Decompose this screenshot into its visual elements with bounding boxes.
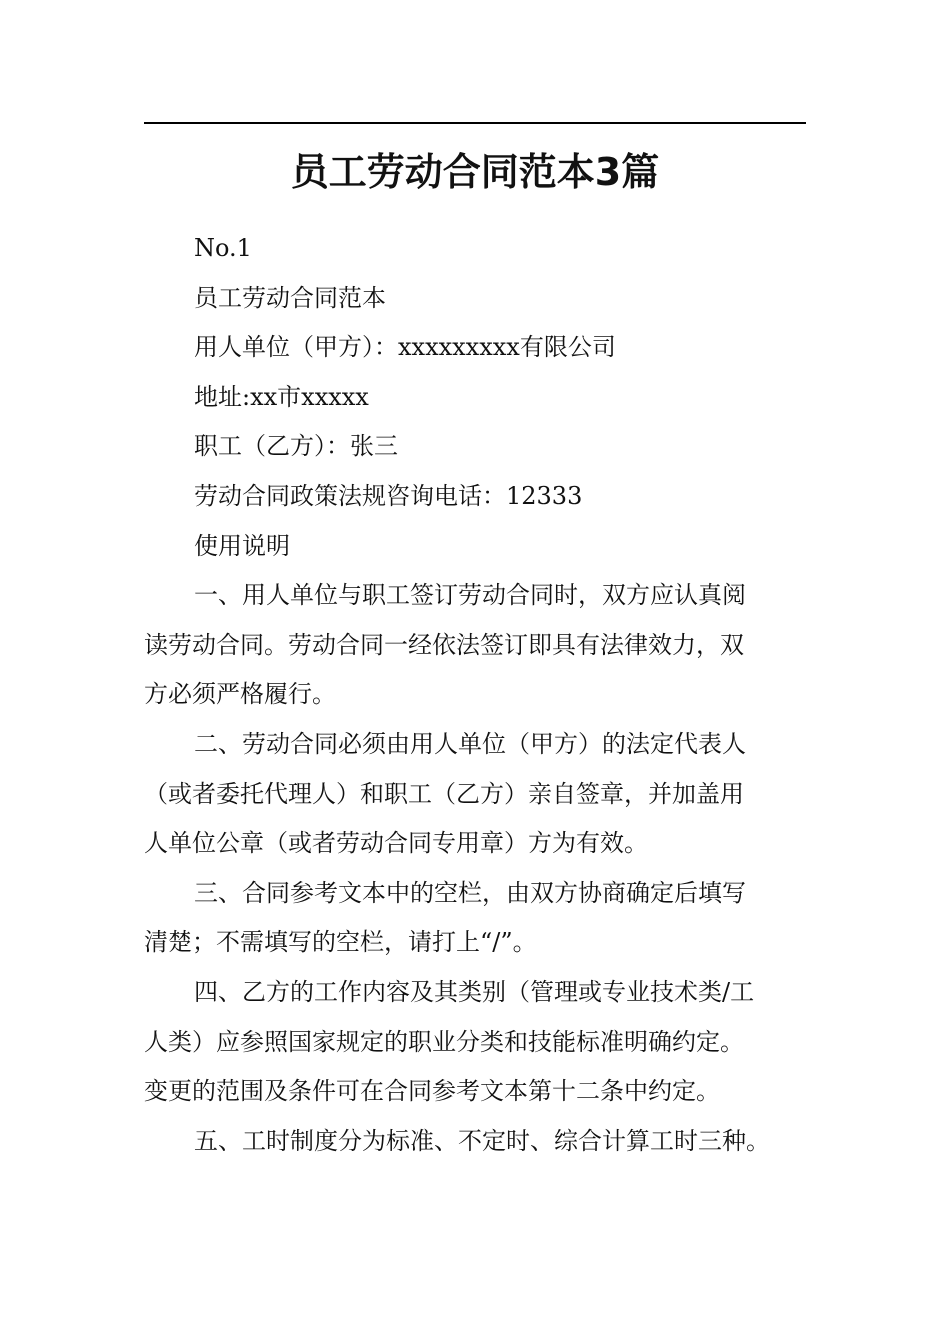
paragraph-line: 变更的范围及条件可在合同参考文本第十二条中约定。 bbox=[144, 1077, 720, 1106]
paragraph-line: 一、用人单位与职工签订劳动合同时，双方应认真阅 bbox=[194, 581, 746, 610]
paragraph-line: 三、合同参考文本中的空栏，由双方协商确定后填写 bbox=[194, 878, 746, 907]
employer-line: 用人单位（甲方）：xxxxxxxxx有限公司 bbox=[194, 333, 616, 362]
paragraph-line: （或者委托代理人）和职工（乙方）亲自签章，并加盖用 bbox=[144, 779, 744, 808]
contract-subtitle: 员工劳动合同范本 bbox=[194, 283, 386, 312]
paragraph-line: 五、工时制度分为标准、不定时、综合计算工时三种。 bbox=[194, 1126, 770, 1155]
paragraph-line: 清楚；不需填写的空栏，请打上“/”。 bbox=[144, 928, 537, 957]
employee-line: 职工（乙方）：张三 bbox=[194, 432, 398, 461]
paragraph-line: 方必须严格履行。 bbox=[144, 680, 336, 709]
contract-number: No.1 bbox=[194, 234, 252, 262]
paragraph-line: 人单位公章（或者劳动合同专用章）方为有效。 bbox=[144, 829, 648, 858]
instruction-paragraph-5 bbox=[144, 1117, 806, 1167]
instruction-paragraph-2 bbox=[144, 720, 806, 869]
instruction-paragraph-4 bbox=[144, 968, 806, 1117]
hotline-line: 劳动合同政策法规咨询电话：12333 bbox=[194, 481, 583, 510]
paragraph-line: 二、劳动合同必须由用人单位（甲方）的法定代表人 bbox=[194, 729, 746, 758]
paragraph-line: 读劳动合同。劳动合同一经依法签订即具有法律效力，双 bbox=[144, 630, 744, 659]
instruction-paragraph-3 bbox=[144, 869, 806, 968]
document-title: 员工劳动合同范本3篇 bbox=[290, 150, 660, 194]
paragraph-line: 人类）应参照国家规定的职业分类和技能标准明确约定。 bbox=[144, 1027, 744, 1056]
header-rule bbox=[144, 122, 806, 124]
instruction-paragraph-1 bbox=[144, 571, 806, 720]
address-line: 地址:xx市xxxxx bbox=[194, 382, 369, 411]
document-body bbox=[144, 224, 806, 1166]
paragraph-line: 四、乙方的工作内容及其类别（管理或专业技术类/工 bbox=[194, 977, 755, 1006]
instructions-heading: 使用说明 bbox=[194, 531, 290, 560]
